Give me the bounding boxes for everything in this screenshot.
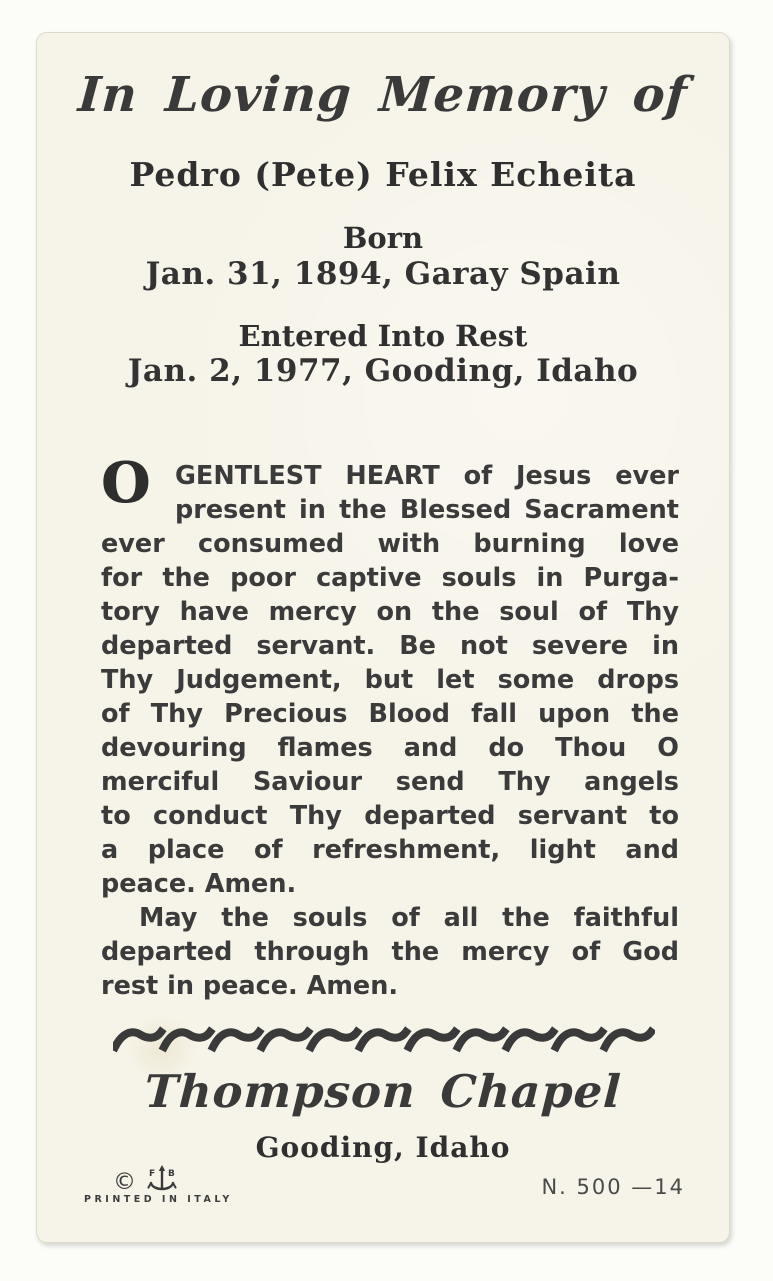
- prayer-line: peace. Amen.: [101, 869, 297, 899]
- entered-into-rest-label: Entered Into Rest: [238, 319, 528, 353]
- death-date-place: Jan. 2, 1977, Gooding, Idaho: [127, 353, 639, 389]
- prayer-line: tory have mercy on the soul of Thy: [101, 597, 679, 627]
- birth-date-place: Jan. 31, 1894, Garay Spain: [145, 256, 621, 292]
- prayer-line: for the poor captive souls in Purga-: [101, 563, 679, 593]
- printer-initial-f: F: [149, 1169, 156, 1179]
- ribbon-divider-ornament: [113, 1023, 655, 1057]
- born-label: Born: [342, 221, 424, 255]
- funeral-home-location: Gooding, Idaho: [255, 1131, 511, 1164]
- prayer-line: to conduct Thy departed servant to: [101, 801, 679, 831]
- prayer-line: devouring flames and do Thou O: [101, 733, 679, 763]
- prayer-line: present in the Blessed Sacrament: [175, 495, 679, 525]
- prayer-line: Thy Judgement, but let some drops: [101, 665, 679, 695]
- prayer-text: [101, 450, 679, 1003]
- memorial-card: [36, 32, 730, 1243]
- drop-cap-initial-o: O: [101, 450, 150, 516]
- prayer-line: departed servant. Be not severe in: [101, 631, 679, 661]
- prayer-line: rest in peace. Amen.: [101, 971, 399, 1001]
- deceased-name: Pedro (Pete) Felix Echeita: [129, 155, 637, 194]
- funeral-home-name: Thompson Chapel: [143, 1065, 623, 1118]
- prayer-line: ever consumed with burning love: [101, 529, 679, 559]
- prayer-line: May the souls of all the faithful: [139, 903, 679, 933]
- card-stock-number: N. 500 —14: [541, 1175, 685, 1199]
- copyright-icon: ©: [113, 1169, 136, 1195]
- printer-initial-b: B: [168, 1169, 175, 1179]
- prayer-line: departed through the mercy of God: [101, 937, 679, 967]
- prayer-line: a place of refreshment, light and: [101, 835, 679, 865]
- prayer-line: GENTLEST HEART of Jesus ever: [175, 461, 679, 491]
- printed-in-italy-text: PRINTED IN ITALY: [84, 1194, 233, 1205]
- in-loving-memory-heading: In Loving Memory of: [76, 67, 690, 123]
- prayer-line: merciful Saviour send Thy angels: [101, 767, 679, 797]
- prayer-line: of Thy Precious Blood fall upon the: [101, 699, 679, 729]
